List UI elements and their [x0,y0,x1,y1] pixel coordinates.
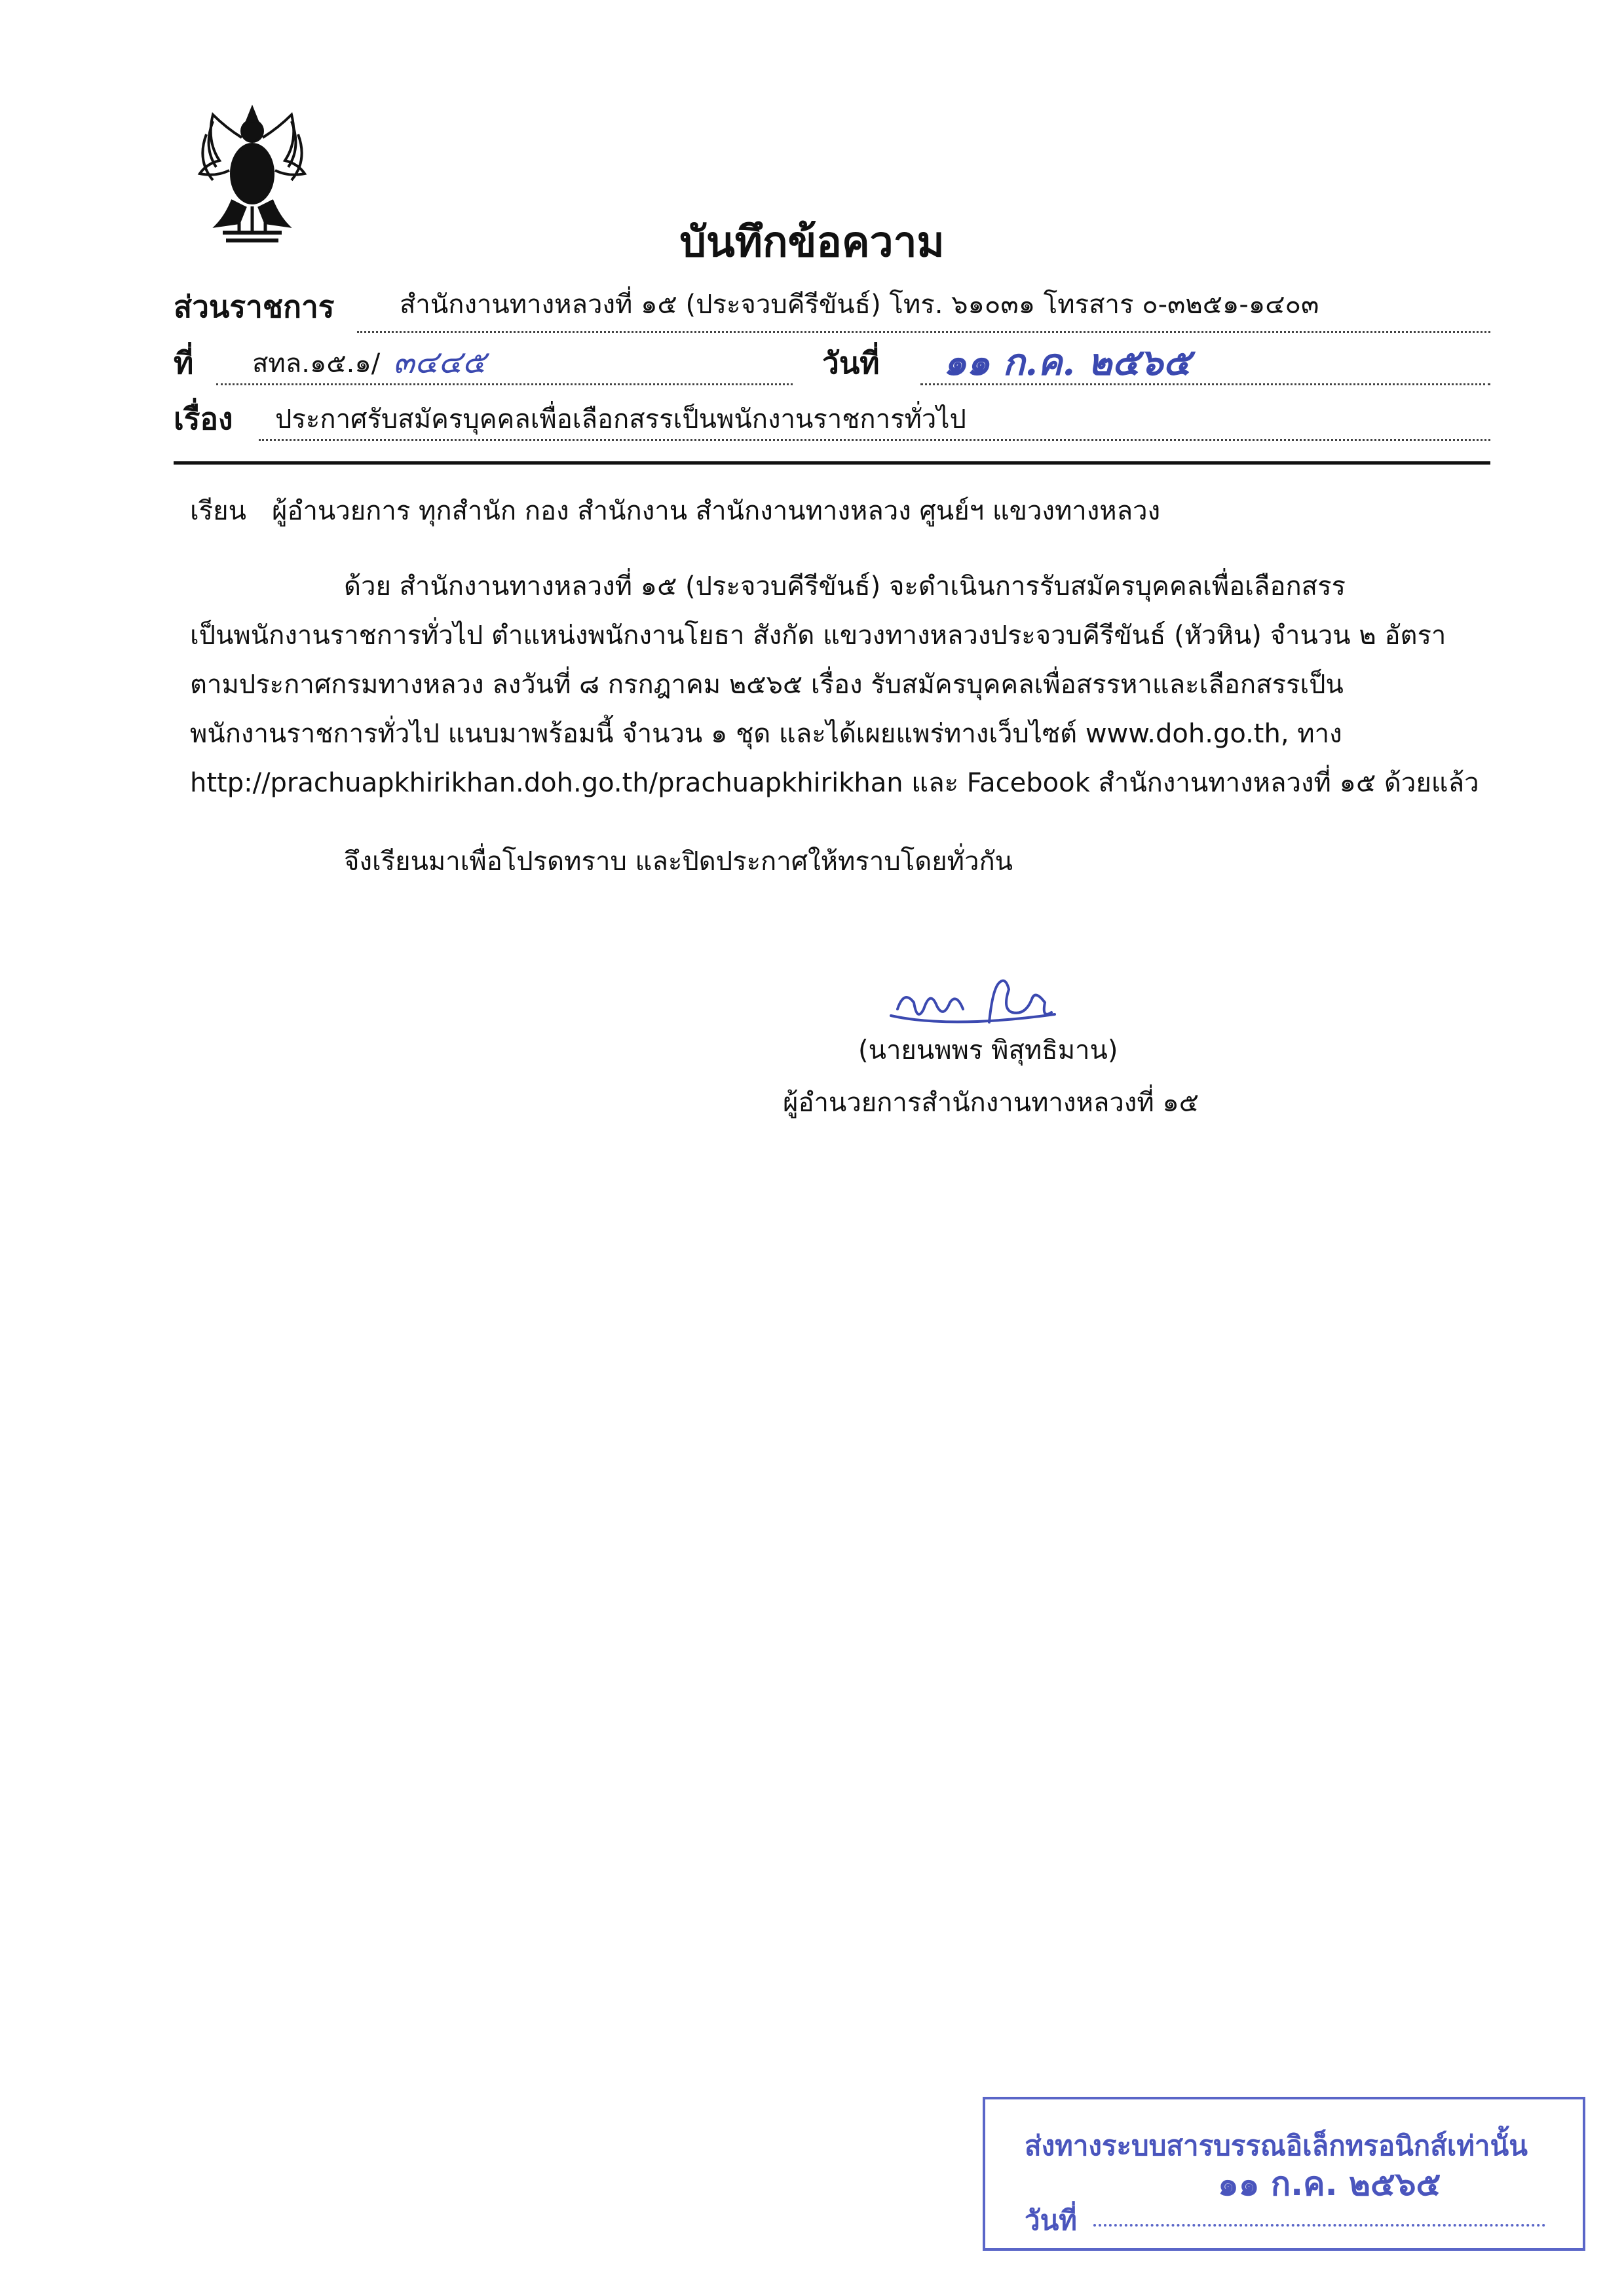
closing-text: จึงเรียนมาเพื่อโปรดทราบ และปิดประกาศให้ทราบโดยทั่วกัน [344,847,1013,877]
electronic-stamp [983,2097,1585,2251]
subject-label: เรื่อง [174,401,233,436]
ref-number-handwritten: ๓๔๔๕ [393,344,486,381]
signer-name: (นายนพพร พิสุทธิมาน) [858,1035,1118,1065]
to-label: เรียน [190,496,246,526]
paragraph-line: พนักงานราชการทั่วไป แนบมาพร้อมนี้ จำนวน ๑ ชุด และได้เผยแพร่ทางเว็บไซต์ www.doh.go.th, ทาง [190,719,1342,749]
stamp-dotted-line [1093,2224,1545,2227]
paragraph-line: http://prachuapkhirikhan.doh.go.th/prachuapkhirikhan และ Facebook สำนักงานทางหลวงที่ ๑๕ ด้วยแล้ว [190,768,1479,798]
stamp-line1: ส่งทางระบบสารบรรณอิเล็กทรอนิกส์เท่านั้น [1025,2130,1528,2162]
stamp-date-label: วันที่ [1025,2204,1077,2236]
ref-dotted-line [216,383,793,385]
ref-text: สทล.๑๕.๑/ [252,349,381,379]
paragraph-line: เป็นพนักงานราชการทั่วไป ตำแหน่งพนักงานโยธา สังกัด แขวงทางหลวงประจวบคีรีขันธ์ (หัวหิน) จำนวน ๒ อัตรา [190,621,1446,651]
date-handwritten: ๑๑ ก.ค. ๒๕๖๕ [943,341,1191,384]
date-label: วันที่ [822,345,880,381]
stamp-date: ๑๑ ก.ค. ๒๕๖๕ [1218,2165,1441,2203]
memo-title: บันทึกข้อความ [679,218,945,267]
subject-dotted-line [259,439,1490,441]
agency-label: ส่วนราชการ [174,289,335,324]
subject-text: ประกาศรับสมัครบุคคลเพื่อเลือกสรรเป็นพนักงานราชการทั่วไป [275,404,966,434]
handwritten-signature [884,963,1081,1035]
ref-label: ที่ [174,345,194,381]
paragraph-line: ตามประกาศกรมทางหลวง ลงวันที่ ๘ กรกฎาคม ๒๕๖๕ เรื่อง รับสมัครบุคคลเพื่อสรรหาและเลือกสรรเป็น [190,670,1344,700]
signer-position: ผู้อำนวยการสำนักงานทางหลวงที่ ๑๕ [783,1088,1199,1118]
to-text: ผู้อำนวยการ ทุกสำนัก กอง สำนักงาน สำนักงานทางหลวง ศูนย์ฯ แขวงทางหลวง [272,496,1161,526]
agency-dotted-line [357,331,1490,333]
date-dotted-line [920,383,1490,385]
agency-text: สำนักงานทางหลวงที่ ๑๕ (ประจวบคีรีขันธ์) โทร. ๖๑๐๓๑ โทรสาร ๐-๓๒๕๑-๑๔๐๓ [400,290,1319,320]
paragraph-line: ด้วย สำนักงานทางหลวงที่ ๑๕ (ประจวบคีรีขันธ์) จะดำเนินการรับสมัครบุคคลเพื่อเลือกสรร [344,571,1346,602]
header-divider [174,461,1490,465]
